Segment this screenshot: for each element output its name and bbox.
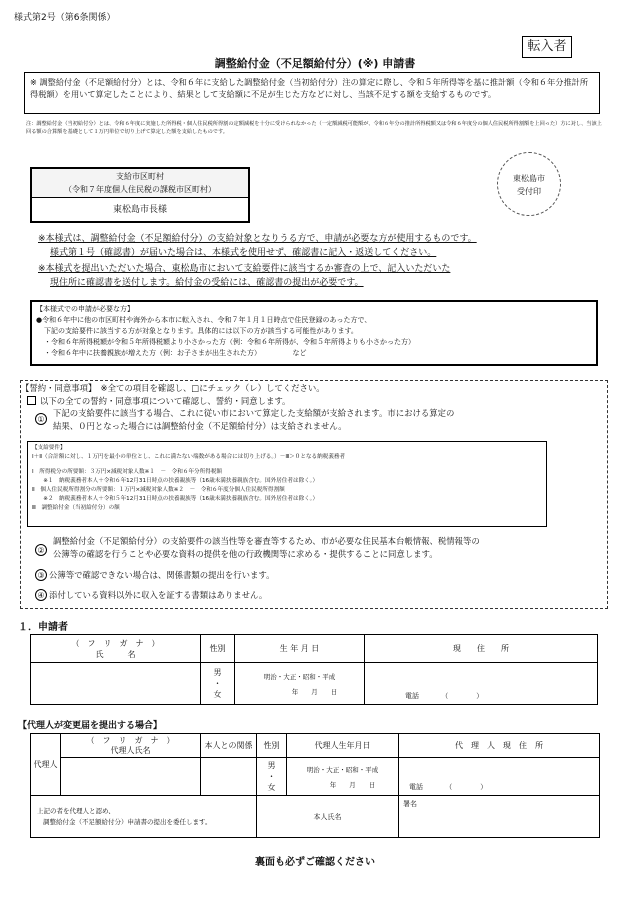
requirement-formula: Ⅰ＋Ⅱ（合計額に対し、１万円を最小の単位とし、これに満たない端数がある場合には切り上げる。）－Ⅲ＞０となる納税義務者 — [32, 454, 346, 460]
consent-header: 【誓約・同意事項】 ※全ての項目を確認し、□にチェック（レ）してください。 — [21, 383, 325, 393]
agent-address-field[interactable]: 電話 （ ） — [399, 758, 600, 796]
eligibility-line: ●令和６年中に他の市区町村や海外から本市に転入され、令和７年１月１日時点で住民登録のあった方で、 — [36, 316, 372, 324]
agent-sex-header: 性別 — [257, 734, 287, 758]
consent-item-2-line1: 調整給付金（不足額給付分）の支給要件の該当性等を審査等するため、市が必要な住民基本台帳情報、税情報等の — [53, 536, 480, 546]
delegation-statement: 上記の者を代理人と認め、 調整給付金（不足額給付分）申請書の提出を委任します。 — [31, 796, 257, 838]
applicant-section-title: １．申請者 — [18, 622, 68, 633]
applicant-name-header: （ フ リ ガ ナ ） 氏 名 — [31, 635, 201, 663]
agent-dob-field[interactable]: 明治・大正・昭和・平成 年 月 日 — [287, 758, 399, 796]
eligibility-line: ・令和６年所得税額が令和５年所得税額より小さかった方（例：令和６年所得が、令和５年所得よりも小さかった方） — [44, 338, 415, 346]
agent-name-field[interactable] — [61, 758, 201, 796]
principal-name-label: 本人氏名 — [257, 796, 399, 838]
applicant-name-field[interactable] — [31, 663, 201, 705]
applicant-address-field[interactable]: 電話 （ ） — [365, 663, 598, 705]
agent-table — [30, 733, 600, 838]
agent-relation-header: 本人との関係 — [201, 734, 257, 758]
requirement-line: Ⅱ 個人住民税所得割分の所要額：１万円×減税対象人数※２ － 令和６年度分個人住民税所得割額 — [32, 487, 285, 493]
eligibility-line: 下記の支給要件に該当する方が対象となります。具体的には以下の方が該当する可能性があります。 — [44, 327, 358, 335]
announcement-4: 現住所に確認書を送付します。給付金の受給には、確認書の提出が必要です。 — [50, 278, 364, 288]
announcement-2: 様式第１号（確認書）が届いた場合は、本様式を使用せず、確認書に記入・返送してください。 — [50, 248, 437, 258]
applicant-sex-header: 性別 — [201, 635, 235, 663]
eligibility-title: 【本様式での申請が必要な方】 — [36, 305, 134, 313]
eligibility-line: ・令和６年中に扶養親族が増えた方（例：お子さまが出生された方） など — [44, 349, 307, 357]
applicant-table — [30, 634, 598, 705]
consent-check-label: 以下の全ての誓約・同意事項について確認し、誓約・同意します。 — [40, 396, 291, 406]
transferee-badge: 転入者 — [522, 36, 572, 58]
agent-section-title: 【代理人が変更届を提出する場合】 — [18, 721, 163, 731]
consent-item-2-line2: 公簿等の確認を行うことや必要な資料の提供を他の行政機関等に求める・提供することに同意します。 — [53, 549, 438, 559]
consent-item-1-line2: 結果、０円となった場合には調整給付金（不足額給付分）は支給されません。 — [53, 421, 347, 431]
consent-check-row — [27, 395, 290, 407]
consent-item-1-number: ① — [35, 413, 49, 425]
form-number: 様式第2号（第6条関係） — [14, 13, 116, 23]
destination-header-line2: （令和７年度個人住民税の課税市区町村） — [64, 185, 216, 194]
sub-note: 注：調整給付金（当初給付分）とは、令和６年度に実施した所得税・個人住民税所得割の定額減税を十分に受けられなかった（一定額減税可能額が、令和６年分の推計所得税額又は令和６年度分の個人住民税所得割額を上回った）方に対し、当該上回る額の合算額を基礎として１万円単位で切り上げて算定した額を支給したものです。 — [26, 121, 602, 135]
signature-field[interactable]: 署名 — [399, 796, 600, 838]
agent-name-header: （ フ リ ガ ナ ） 代理人氏名 — [61, 734, 201, 758]
requirement-line: Ⅲ 調整給付金（当初給付分）の額 — [32, 505, 120, 511]
requirement-line: ※２ 納税義務者本人＋令和５年12月31日時点の扶養親族等（16歳未満扶養親族含む。国外居住者は除く。） — [32, 496, 319, 502]
requirement-line: ※１ 納税義務者本人＋令和６年12月31日時点の扶養親族等（16歳未満扶養親族含む。国外居住者は除く。） — [32, 478, 319, 484]
destination-header-line1: 支給市区町村 — [116, 172, 164, 181]
destination-header — [32, 169, 248, 198]
applicant-dob-header: 生 年 月 日 — [235, 635, 365, 663]
page-title: 調整給付金（不足額給付分）(※) 申請書 — [214, 57, 416, 70]
consent-item-1-line1: 下記の支給要件に該当する場合、これに従い市において算定した支給額が支給されます。市における算定の — [53, 408, 455, 418]
applicant-sex-field[interactable]: 男 ・ 女 — [201, 663, 235, 705]
consent-item-2-number: ② — [35, 544, 49, 556]
requirement-line: Ⅰ 所得税分の所要額：３万円×減税対象人数※１ － 令和６年分所得税額 — [32, 469, 223, 475]
applicant-address-header: 現 住 所 — [365, 635, 598, 663]
eligibility-box — [30, 300, 598, 366]
consent-section — [20, 380, 608, 609]
agent-dob-header: 代理人生年月日 — [287, 734, 399, 758]
agent-side-label: 代理人 — [31, 734, 61, 796]
stamp-line1: 東松島市 — [513, 174, 545, 183]
requirement-box — [27, 441, 547, 527]
requirement-title: 【支給要件】 — [32, 445, 66, 451]
footer-notice: 裏面も必ずご確認ください — [255, 857, 375, 868]
reception-stamp-area — [497, 152, 561, 216]
destination-box — [30, 167, 250, 223]
intro-note: ※ 調整給付金（不足額給付分）とは、令和６年に支給した調整給付金（当初給付分）注の算定に際し、令和５年所得等を基に推計額（令和６年分推計所得税額）を用いて算定したことにより、結果として支給額に不足が生じた方などに対し、当該不足する額を支給するものです。 — [24, 72, 600, 114]
stamp-line2: 受付印 — [517, 187, 541, 196]
applicant-dob-field[interactable]: 明治・大正・昭和・平成 年 月 日 — [235, 663, 365, 705]
agent-relation-field[interactable] — [201, 758, 257, 796]
consent-item-4: ④ 添付している資料以外に収入を証する書類はありません。 — [35, 589, 267, 601]
consent-checkbox[interactable] — [27, 396, 36, 405]
announcement-3: ※本様式を提出いただいた場合、東松島市において支給要件に該当するか審査の上で、記入いただいた — [38, 264, 451, 274]
agent-address-header: 代 理 人 現 住 所 — [399, 734, 600, 758]
destination-recipient: 東松島市長様 — [112, 205, 167, 215]
announcement-1: ※本様式は、調整給付金（不足額給付分）の支給対象となりうる方で、申請が必要な方が使用するものです。 — [38, 234, 477, 244]
agent-sex-field[interactable]: 男 ・ 女 — [257, 758, 287, 796]
consent-item-3: ③ 公簿等で確認できない場合は、関係書類の提出を行います。 — [35, 569, 274, 581]
